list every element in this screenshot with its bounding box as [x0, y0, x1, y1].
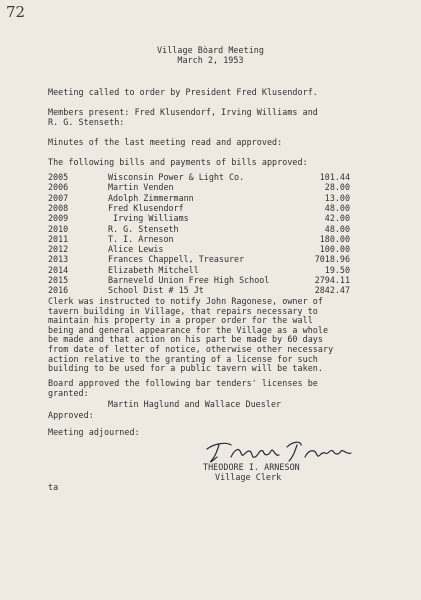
- approved-label: Approved:: [48, 410, 94, 420]
- bill-number: 2013: [48, 254, 69, 265]
- bill-number: 2006: [48, 182, 69, 193]
- bill-number: 2016: [48, 285, 69, 296]
- bill-amount: 2794.11: [314, 275, 350, 285]
- licensee-names: Martin Haglund and Wallace Duesler: [108, 399, 282, 409]
- bill-number: 2007: [48, 192, 69, 203]
- bill-payee: Barneveld Union Free High School: [108, 275, 270, 285]
- bill-amount: 42.00: [324, 213, 350, 224]
- bill-amount: 180.00: [319, 233, 350, 244]
- bill-payee: Adolph Zimmermann: [108, 192, 194, 203]
- bill-payee: Irving Williams: [108, 213, 189, 224]
- bill-amount: 19.50: [324, 264, 350, 275]
- clerk-paragraph-line: from date of letter of notice, otherwise other necessary: [48, 344, 334, 354]
- typist-initials: ta: [48, 482, 59, 492]
- clerk-paragraph-line: action relative to the granting of a license for such: [48, 353, 318, 364]
- bill-payee: Wisconsin Power & Light Co.: [108, 172, 245, 182]
- clerk-paragraph-line: be made and that action on his part be made by 60 days: [48, 334, 323, 345]
- bill-payee: T. I. Arneson: [108, 233, 174, 244]
- bill-amount: 101.44: [319, 172, 350, 182]
- meeting-adjourned-text: Meeting adjourned:: [48, 427, 140, 437]
- bill-amount: 100.00: [319, 244, 350, 255]
- bill-amount: 28.00: [324, 182, 350, 193]
- bill-amount: 48.00: [324, 223, 350, 234]
- meeting-date: March 2, 1953: [177, 55, 244, 65]
- clerk-paragraph-line: building to be used for a public tavern will be taken.: [48, 363, 323, 374]
- call-to-order-text: Meeting called to order by President Fred Klusendorf.: [48, 87, 318, 97]
- minutes-approved-text: Minutes of the last meeting read and approved:: [48, 137, 283, 147]
- bill-payee: Elizabeth Mitchell: [108, 264, 199, 275]
- bill-amount: 2842.47: [314, 285, 350, 296]
- members-present-line-1: Members present: Fred Klusendorf, Irving Williams and: [48, 107, 318, 117]
- bill-amount: 7018.96: [314, 254, 350, 265]
- bill-amount: 48.00: [324, 202, 350, 213]
- bill-number: 2005: [48, 172, 69, 182]
- bill-number: 2010: [48, 223, 69, 234]
- clerk-paragraph-line: Clerk was instructed to notify John Ragonese, owner of: [48, 296, 323, 306]
- bill-payee: Fred Klusendorf: [108, 202, 184, 213]
- bill-number: 2009: [48, 213, 69, 224]
- bill-number: 2015: [48, 275, 69, 285]
- clerk-name: THEODORE I. ARNESON: [203, 462, 300, 472]
- clerk-paragraph-line: being and general appearance for the Village as a whole: [48, 324, 329, 335]
- bill-amount: 13.00: [324, 192, 350, 203]
- bill-number: 2011: [48, 233, 69, 244]
- bill-payee: R. G. Stenseth: [108, 223, 179, 234]
- clerk-paragraph-line: tavern building in Village, that repairs necessary to: [48, 305, 318, 316]
- members-present-line-2: R. G. Stenseth:: [48, 117, 125, 127]
- page-number: 72: [6, 3, 26, 21]
- bill-number: 2014: [48, 264, 69, 275]
- bill-payee: Frances Chappell, Treasurer: [108, 254, 245, 265]
- document-title: Village Bòard Meeting: [157, 45, 264, 55]
- clerk-paragraph-line: maintain his property in a proper order for the wall: [48, 315, 313, 326]
- bill-payee: Martin Venden: [108, 182, 174, 193]
- bill-number: 2012: [48, 244, 69, 255]
- licenses-line-1: Board approved the following bar tenders' licenses be: [48, 378, 318, 388]
- bill-number: 2008: [48, 202, 69, 213]
- bills-intro-text: The following bills and payments of bills approved:: [48, 157, 308, 167]
- licenses-line-2: granted:: [48, 388, 89, 398]
- bill-payee: School Dist # 15 Jt: [108, 285, 204, 296]
- clerk-title: Village Clerk: [215, 472, 282, 482]
- bill-payee: Alice Lewis: [108, 244, 164, 255]
